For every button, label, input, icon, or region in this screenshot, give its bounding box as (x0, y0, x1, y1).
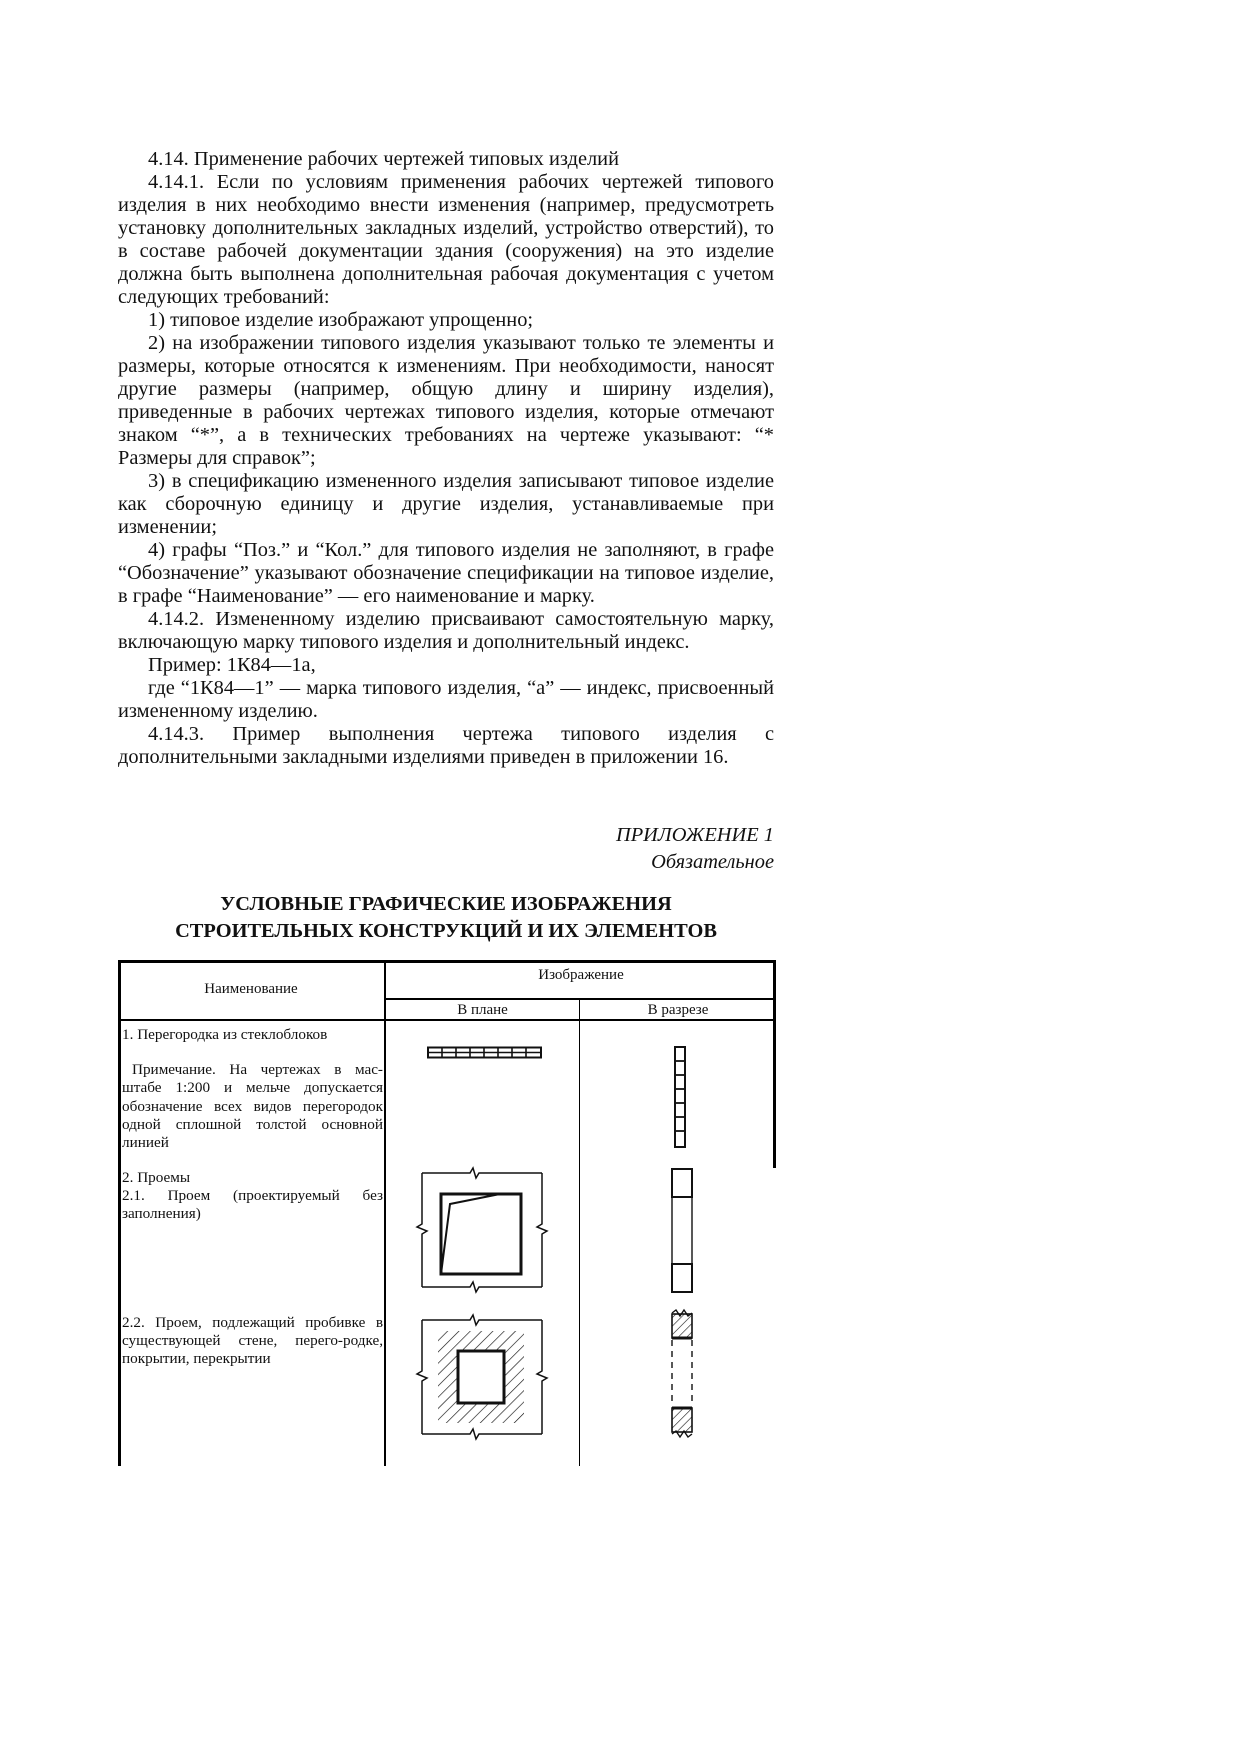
paragraph-4-14-1: 4.14.1. Если по условиям применения рабочих чертежей типового изделия в них необходимо внести изменения (например, предусмотреть установку дополнительных закладных изделий, устройство отверстий), то в составе рабочей документации здания (сооружения) на это изделие должна быть выполнена дополнительная рабочая документация с учетом следующих требований: (118, 171, 774, 308)
example-line: Пример: 1К84—1а, (148, 654, 316, 676)
row-2-2-title: 2.2. Проем, подлежащий пробивке в существующей стене, перего-родке, покрытии, перекрытии (122, 1314, 383, 1368)
glass-block-partition-plan-icon (427, 1046, 542, 1060)
column-divider-image (579, 998, 580, 1466)
table-row-2-name (122, 1169, 383, 1224)
requirement-2: 2) на изображении типового изделия указывают только те элементы и размеры, которые относятся к изменениям. При необходимости, наносят другие размеры (например, общую длину и ширину изделия), приведенные в рабочих чертежах типового изделия, которые отмечают знаком “*”, а в технических требованиях на чертеже указывают: “* Размеры для справок”; (118, 332, 774, 469)
row-2-heading: 2. Проемы (122, 1169, 191, 1186)
header-name: Наименование (204, 981, 298, 997)
requirement-3: 3) в спецификацию измененного изделия записывают типовое изделие как сборочную единицу и другие изделия, устанавливаемые при изменении; (118, 470, 774, 538)
paragraph-4-14-3: 4.14.3. Пример выполнения чертежа типового изделия с дополнительными закладными изделиями приведен в приложении 16. (118, 723, 774, 768)
header-bottom-rule (118, 1019, 776, 1021)
header-in-plan: В плане (457, 1002, 508, 1018)
table-right-border (773, 960, 776, 1168)
glass-block-partition-section-icon (673, 1046, 687, 1148)
row-2-1-title: 2.1. Проем (проектируемый без заполнения) (122, 1187, 383, 1223)
row-1-title: 1. Перегородка из стеклоблоков (122, 1026, 328, 1043)
requirement-4: 4) графы “Поз.” и “Кол.” для типового изделия не заполняют, в графе “Обозначение” указывают обозначение спецификации на типовое изделие, в графе “Наименование” — его наименование и марку. (118, 539, 774, 607)
table-top-border (118, 960, 776, 963)
column-divider-name (384, 960, 386, 1466)
example-explanation: где “1К84—1” — марка типового изделия, “а” — индекс, присвоенный измененному изделию. (118, 677, 774, 722)
appendix-heading (616, 822, 774, 876)
row-1-note: Примечание. На чертежах в мас-штабе 1:200 и мельче допускается обозначение всех видов перегородок одной сплошной толстой основной линией (122, 1061, 383, 1152)
header-image: Изображение (538, 967, 624, 983)
table-row-1-name (122, 1026, 383, 1152)
paragraph-4-14-2: 4.14.2. Измененному изделию присваивают самостоятельную марку, включающую марку типового изделия и дополнительный индекс. (118, 608, 774, 653)
section-title-line-1: УСЛОВНЫЕ ГРАФИЧЕСКИЕ ИЗОБРАЖЕНИЯ (220, 893, 672, 915)
opening-plan-icon (418, 1168, 553, 1293)
opening-to-cut-section-icon (671, 1310, 693, 1438)
appendix-label: ПРИЛОЖЕНИЕ 1 (616, 824, 774, 846)
opening-to-cut-plan-icon (418, 1315, 553, 1440)
table-row-3-name (122, 1314, 383, 1369)
section-title (118, 891, 774, 945)
symbols-table (118, 960, 776, 1466)
requirement-1: 1) типовое изделие изображают упрощенно; (148, 309, 534, 331)
header-subdivider (384, 998, 776, 1000)
appendix-status: Обязательное (651, 851, 774, 873)
header-in-section: В разрезе (647, 1002, 709, 1018)
table-left-border (118, 960, 121, 1466)
body-text (118, 148, 774, 769)
section-title-line-2: СТРОИТЕЛЬНЫХ КОНСТРУКЦИЙ И ИХ ЭЛЕМЕНТОВ (175, 920, 717, 942)
paragraph-4-14: 4.14. Применение рабочих чертежей типовых изделий (148, 148, 619, 170)
opening-section-icon (671, 1168, 693, 1294)
